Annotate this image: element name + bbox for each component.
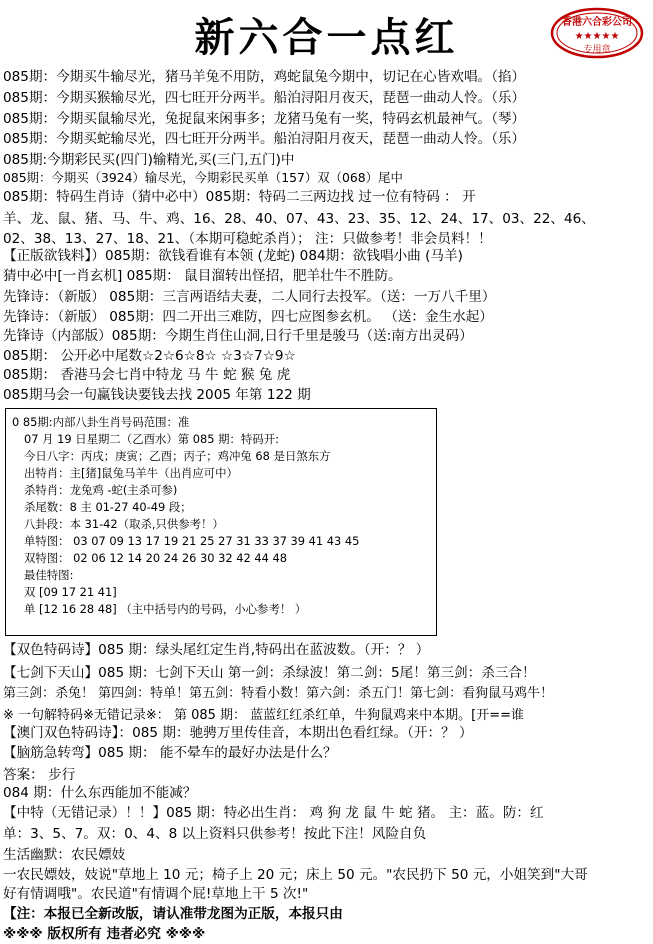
bagua-info-box bbox=[5, 408, 437, 636]
text-line: 【脑筋急转弯】085 期： 能不晕车的最好办法是什么？ bbox=[3, 745, 337, 761]
text-line: 先锋诗：（新版） 085期：三言两语结夫妻，二人同行去投军。（送：一万八千里） bbox=[3, 289, 496, 305]
box-line: 单特图： 03 07 09 13 17 19 21 25 27 31 33 37 39 41 43 45 bbox=[24, 534, 360, 548]
box-line: 07 月 19 日星期二（乙酉水）第 085 期：特码开: bbox=[24, 432, 279, 446]
official-seal bbox=[549, 6, 645, 60]
text-line: 生活幽默：农民嫖妓 bbox=[3, 847, 126, 863]
box-line: 最佳特图: bbox=[24, 568, 74, 582]
text-line: 先锋诗（内部版）085期：今期生肖住山洞,日行千里是骏马（送:南方出灵码） bbox=[3, 328, 473, 344]
box-line: 单 [12 16 28 48] （主中括号内的号码，小心参考！ ） bbox=[24, 602, 307, 616]
svg-text:专用章: 专用章 bbox=[583, 45, 611, 55]
text-line: 085期：今期买（3924）输尽光，今期彩民买单（157）双（068）尾中 bbox=[3, 170, 403, 185]
text-line: 【七剑下天山】085 期：七剑下天山 第一剑：杀绿波！第二剑：5尾！第三剑：杀三合！ bbox=[3, 665, 536, 681]
box-line: 杀尾数：8 主 01-27 40-49 段； bbox=[24, 500, 192, 514]
text-line: 答案： 步行 bbox=[3, 767, 76, 783]
text-line: 【双色特码诗】085 期：绿头尾红定生肖,特码出在蓝波数。（开：？ ） bbox=[3, 642, 430, 658]
text-line: 一农民嫖妓，妓说"草地上 10 元；椅子上 20 元；床上 50 元。"农民扔下 50 元，小姐笑到"大哥 bbox=[3, 867, 588, 883]
text-line: 085期：今期买猴输尽光，四七旺开分两半。船泊浔阳月夜天，琵琶一曲动人怜。（乐） bbox=[3, 90, 526, 106]
text-line: 第三剑：杀兔！ 第四剑：特单！第五剑：特看小数！第六剑：杀五门！第七剑：看狗鼠马鸡牛！ bbox=[3, 686, 554, 701]
copyright-line: ※※※ 版权所有 违者必究 ※※※ bbox=[3, 926, 206, 942]
box-line: 双 [09 17 21 41] bbox=[24, 585, 117, 599]
box-line: 八卦段：本 31-42（取杀,只供参考！） bbox=[24, 517, 224, 531]
box-line: 双特图： 02 06 12 14 20 24 26 30 32 42 44 48 bbox=[24, 551, 287, 565]
text-line: 羊、龙、鼠、猪、马、牛、鸡、16、28、40、07、43、23、35、12、24、17、03、22、46、 bbox=[3, 211, 595, 227]
text-line: 单：3、5、7。双：0、4、8 以上资料只供参考！按此下注！风险自负 bbox=[3, 826, 427, 842]
page-title: 新六合一点红 bbox=[194, 14, 459, 61]
svg-text:★★★★★: ★★★★★ bbox=[574, 31, 620, 42]
text-line: 085期马会一句赢钱诀要钱去找 2005 年第 122 期 bbox=[3, 387, 311, 403]
text-line: 先锋诗：（新版） 085期：四二开出三难防，四七应图参玄机。 （送：金生水起） bbox=[3, 309, 493, 325]
text-line: 085期：今期买牛输尽光，猪马羊兔不用防，鸡蛇鼠兔今期中，切记在心皆欢唱。（掐） bbox=[3, 69, 526, 85]
text-line: 084 期：什么东西能加不能减？ bbox=[3, 785, 197, 801]
text-line: 【澳门双色特码诗】：085 期：驰骋万里传佳音，本期出色看红绿。（开：？ ） bbox=[3, 725, 473, 741]
text-line: 085期： 香港马会七肖中特龙 马 牛 蛇 猴 兔 虎 bbox=[3, 367, 291, 383]
text-line: 085期：今期买鼠输尽光，兔捉鼠来闲事多；龙猪马兔有一奖，特码玄机最神气。（琴） bbox=[3, 111, 526, 127]
text-line: 好有情调哦"。农民道"有情调个屁!草地上干 5 次!" bbox=[3, 886, 309, 902]
box-line: 杀特肖：龙兔鸡 -蛇(主杀可参) bbox=[24, 483, 178, 497]
text-line: 085期:今期彩民买(四门)输精光,买(三门,五门)中 bbox=[3, 152, 295, 168]
notice-line: 【注：本报已全新改版，请认准带龙图为正版，本报只由 bbox=[3, 906, 343, 922]
text-line: 【中特（无错记录）！！】085 期：特必出生肖： 鸡 狗 龙 鼠 牛 蛇 猪。 主：蓝。防：红 bbox=[3, 805, 544, 821]
text-line: 【正版欲钱料】）085期：欲钱看谁有本领 (龙蛇) 084期：欲钱唱小曲 (马羊) bbox=[3, 248, 463, 264]
text-line: ※ 一句解特码※无错记录※： 第 085 期： 蓝蓝红红杀红单，牛狗鼠鸡来中本期。[开==谁 bbox=[3, 708, 525, 723]
text-line: 085期： 公开必中尾数☆2☆6☆8☆ ☆3☆7☆9☆ bbox=[3, 348, 296, 364]
text-line: 02、38、13、27、18、21、（本期可稳蛇杀肖）； 注：只做参考！非会员料！！ bbox=[3, 231, 492, 247]
box-line: 出特肖：主[猪]鼠兔马羊牛（出肖应可中） bbox=[24, 466, 238, 480]
svg-text:香港六合彩公司: 香港六合彩公司 bbox=[562, 17, 632, 28]
text-line: 猜中必中[一肖玄机] 085期： 鼠目溜转出怪招，肥羊壮牛不胜防。 bbox=[3, 268, 402, 284]
box-line: 今日八字：丙戌；庚寅；乙酉；丙子；鸡冲兔 68 是日煞东方 bbox=[24, 449, 331, 463]
text-line: 085期：特码生肖诗（猜中必中）085期：特码二三两边找 过一位有特码 ： 开 bbox=[3, 189, 476, 205]
box-line: 0 85期:内部八卦生肖号码范围：准 bbox=[12, 415, 190, 429]
text-line: 085期：今期买蛇输尽光，四七旺开分两半。船泊浔阳月夜天，琵琶一曲动人怜。（乐） bbox=[3, 131, 526, 147]
